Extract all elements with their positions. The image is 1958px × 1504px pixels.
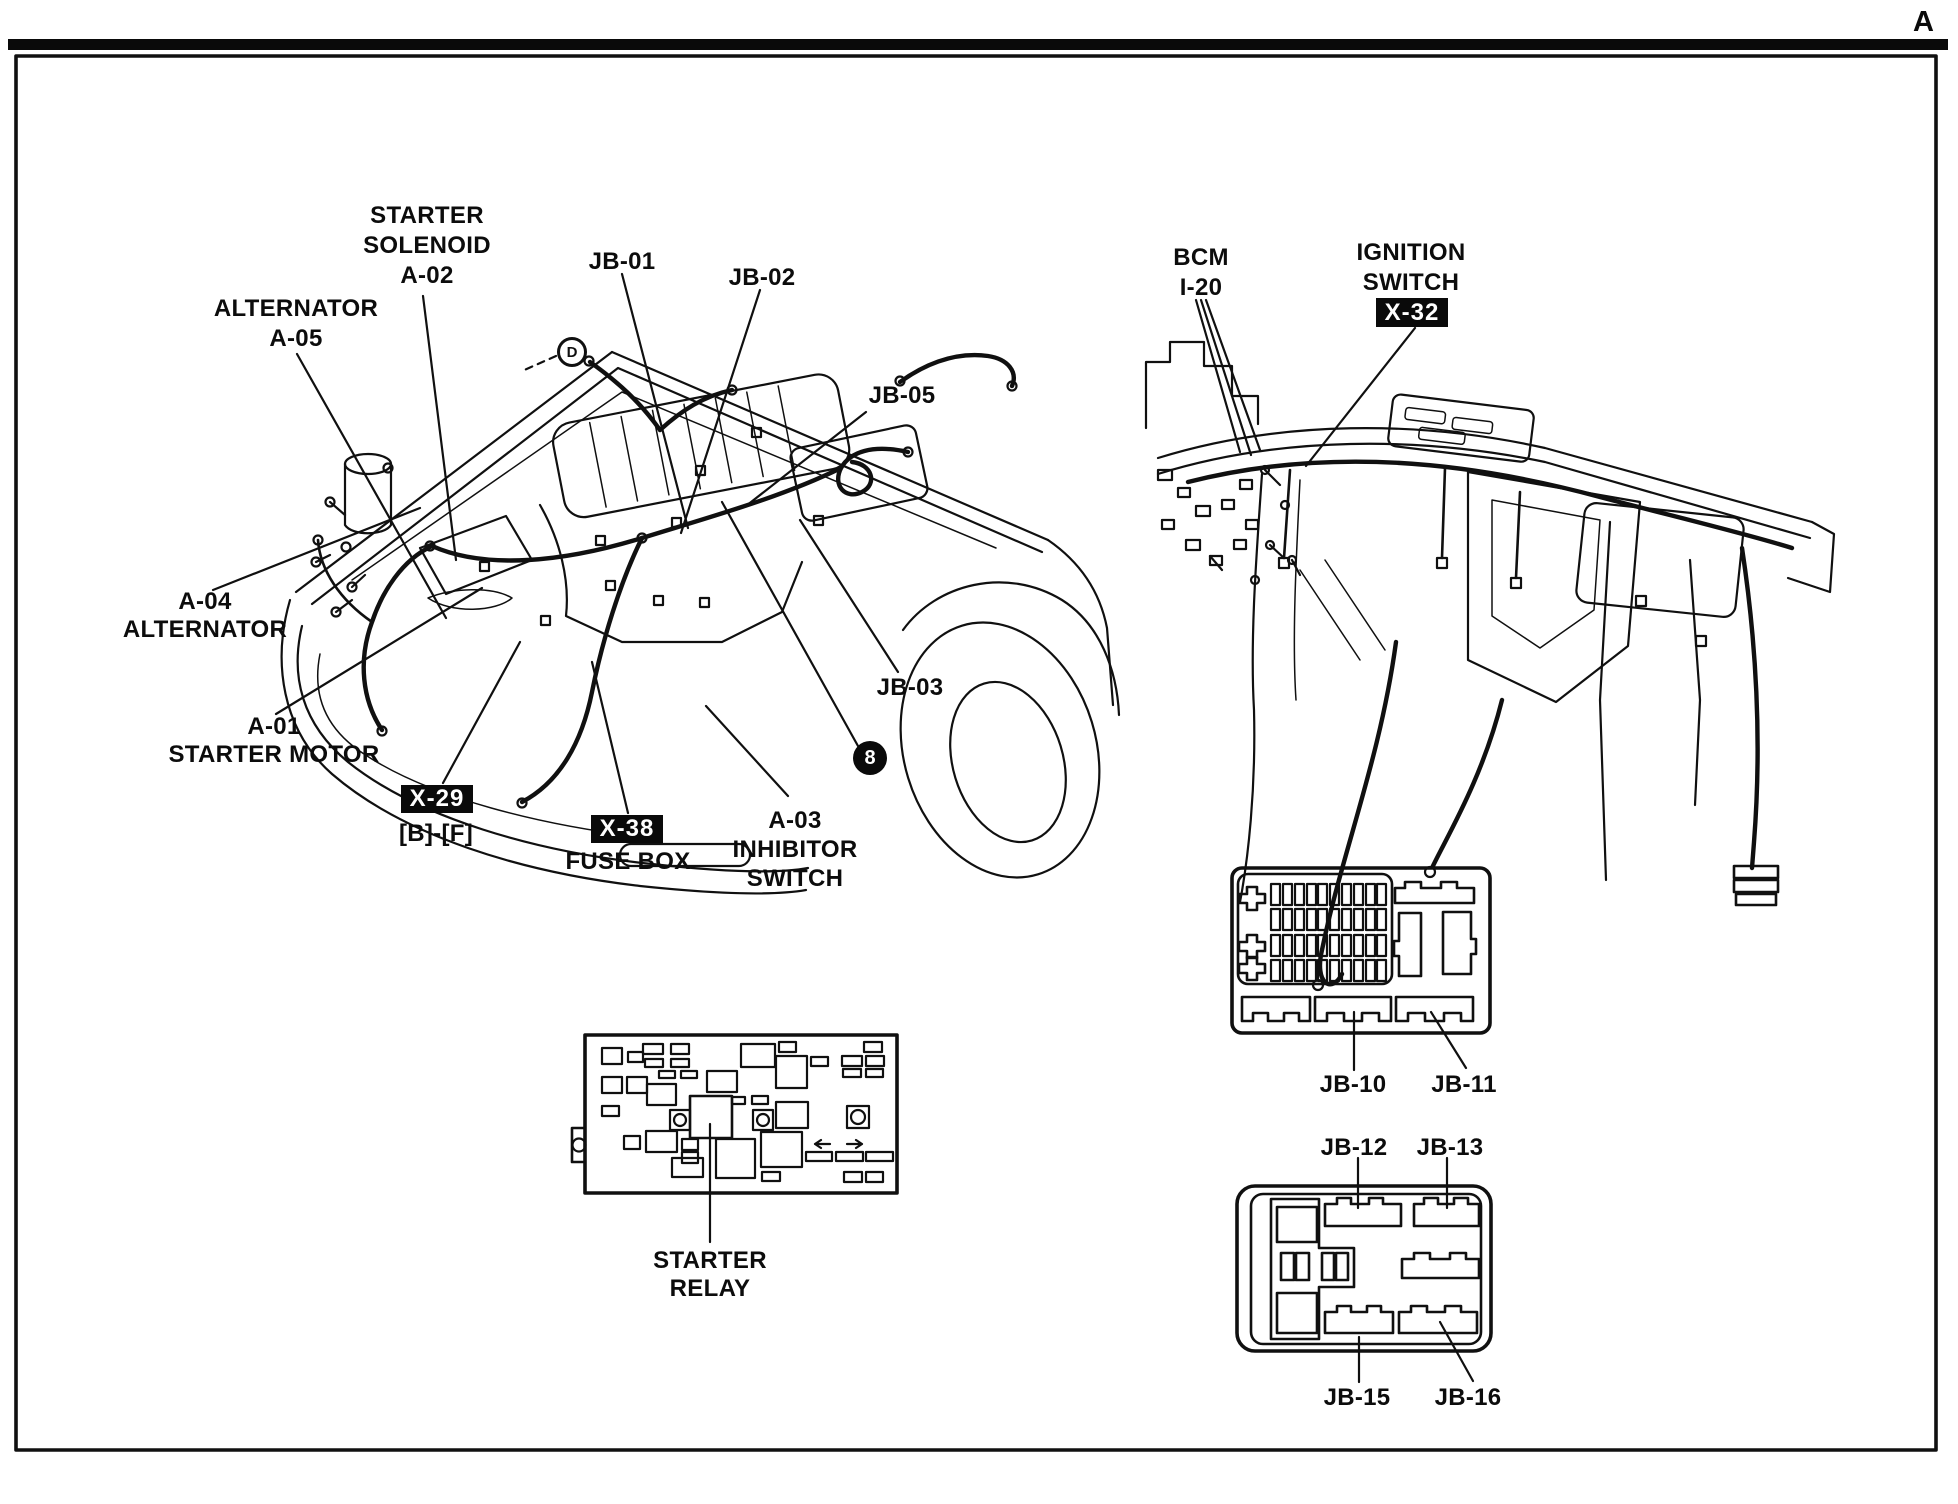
label-jb12: JB-12 bbox=[1320, 1134, 1388, 1161]
label-a04-alternator: A-04 ALTERNATOR bbox=[122, 588, 288, 643]
label-x29-range: [B]-[F] bbox=[398, 820, 474, 847]
dash-connectors bbox=[1158, 466, 1706, 646]
label-bcm-i20: BCM I-20 bbox=[1173, 244, 1229, 301]
label-jb02: JB-02 bbox=[728, 264, 796, 291]
label-jb10: JB-10 bbox=[1319, 1071, 1387, 1098]
label-a01-starter-motor: A-01 STARTER MOTOR bbox=[168, 713, 380, 768]
junction-box-lower bbox=[1237, 1186, 1491, 1351]
relay-box bbox=[572, 1035, 897, 1193]
junction-box-upper bbox=[1232, 868, 1490, 1033]
direction-arrow-icons bbox=[815, 1140, 862, 1148]
screw-posts bbox=[670, 1106, 869, 1130]
label-ignition-switch: IGNITION SWITCH bbox=[1356, 239, 1466, 296]
fuse-grid bbox=[1271, 884, 1386, 981]
label-a03-inhibitor-switch: A-03 INHIBITOR SWITCH bbox=[732, 807, 858, 892]
callout-d-icon: D bbox=[557, 337, 587, 367]
label-jb05: JB-05 bbox=[868, 382, 936, 409]
callout-8-icon: 8 bbox=[853, 741, 887, 775]
callout-x38: X-38 bbox=[591, 815, 663, 843]
label-jb11: JB-11 bbox=[1431, 1071, 1497, 1098]
label-starter-relay: STARTER RELAY bbox=[653, 1247, 767, 1302]
label-fuse-box: FUSE BOX bbox=[565, 848, 691, 875]
callout-x32: X-32 bbox=[1376, 298, 1448, 327]
relay-box-slots bbox=[602, 1042, 893, 1182]
label-alternator-a05: ALTERNATOR A-05 bbox=[213, 295, 379, 352]
page-index-letter: A bbox=[1913, 6, 1934, 38]
label-jb03: JB-03 bbox=[876, 674, 944, 701]
connector-squares bbox=[316, 428, 823, 625]
label-starter-solenoid-a02: STARTER SOLENOID A-02 bbox=[363, 202, 491, 289]
label-jb15: JB-15 bbox=[1323, 1384, 1391, 1411]
label-jb13: JB-13 bbox=[1416, 1134, 1484, 1161]
label-jb01: JB-01 bbox=[588, 248, 656, 275]
callout-x29: X-29 bbox=[401, 785, 473, 813]
label-jb16: JB-16 bbox=[1434, 1384, 1502, 1411]
